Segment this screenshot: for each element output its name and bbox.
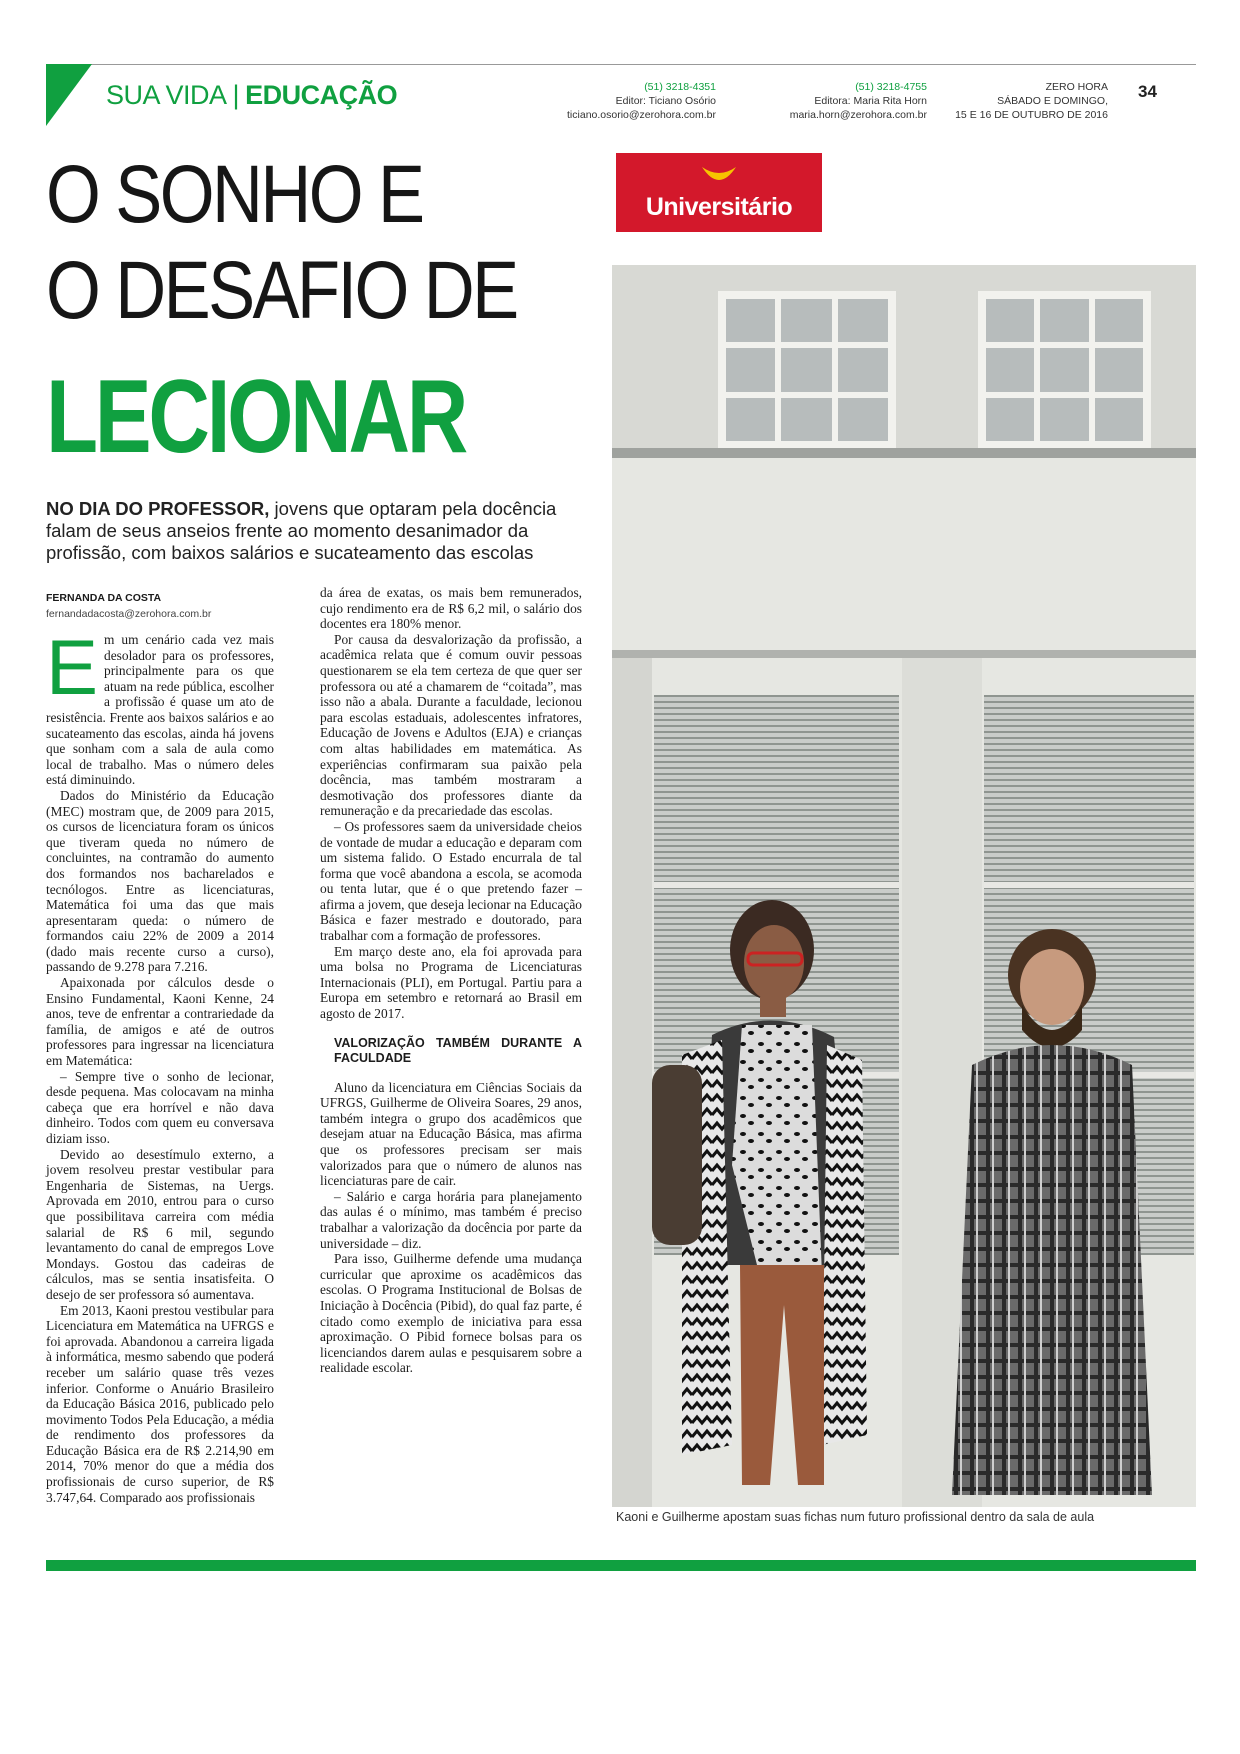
badge-label: Universitário: [645, 193, 793, 221]
paper-days: SÁBADO E DOMINGO,: [997, 95, 1108, 107]
deck-text: jovens que optaram pela docência falam de seus anseios frente ao momento desanimador da profissão, com baixos salários e sucateamento das escolas: [46, 498, 557, 563]
paragraph: Por causa da desvalorização da profissão, a acadêmica relata que é comum ouvir pessoas questionarem se ela tem certeza de que quer ser professora ou até a chamarem de “coitada”, mas isso não a abala. Durante a faculdade, lecionou para escolas estaduais, adolescentes infratores, Educação de Jovens e Adultos (EJA) e crianças com altas habilidades em matemática. As experiências confirmaram sua paixão pela docência, mas também mostraram a desmotivação dos professores diante da remuneração e da precariedade das escolas.: [320, 631, 582, 819]
paper-date: 15 E 16 DE OUTUBRO DE 2016: [955, 109, 1108, 121]
editor-credit-2: [790, 80, 927, 122]
editor1-email: ticiano.osorio@zerohora.com.br: [567, 109, 716, 121]
subsection-name: EDUCAÇÃO: [245, 80, 398, 110]
headline-line-1: O SONHO E: [46, 149, 423, 240]
paragraph: Para isso, Guilherme defende uma mudança curricular que aproxime os acadêmicos das escolas. O Programa Institucional de Bolsas de Iniciação à Docência (Pibid), do qual faz parte, é citado como exemplo de iniciativa para essa aproximação. O Pibid fornece bolsas para os licenciandos darem aulas e pesquisarem sobre a realidade escolar.: [320, 1251, 582, 1376]
editor2-email: maria.horn@zerohora.com.br: [789, 109, 927, 121]
section-name: SUA VIDA: [106, 80, 227, 110]
photo-caption: Kaoni e Guilherme apostam suas fichas num futuro profissional dentro da sala de aula: [616, 1510, 1095, 1524]
byline-email: fernandadacosta@zerohora.com.br: [46, 608, 212, 620]
editor2-phone: (51) 3218-4755: [855, 81, 927, 93]
paragraph: – Os professores saem da universidade cheios de vontade de mudar a educação e deparam com um sistema falido. O Estado encurrala de tal forma que você abandona a escola, se acomoda ou tenta lutar, que é o que pretendo fazer – afirma a jovem, que deseja lecionar na Educação Básica e fazer mestrado e doutorado, para trabalhar com a formação de professores.: [320, 818, 582, 944]
editor1-phone: (51) 3218-4351: [644, 81, 716, 93]
paragraph: Em 2013, Kaoni prestou vestibular para Licenciatura em Matemática na UFRGS e foi aprovada. Abandonou a carreira ligada à informática, mesmo sabendo que poderá receber um salário quase três vezes inferior. Conforme o Anuário Brasileiro da Educação Básica 2016, publicado pelo movimento Todos Pela Educação, a média de rendimento dos professores da Educação Básica era de R$ 2.214,90 em 2014, 70% menor do que a média dos profissionais de curso superior, de R$ 3.747,64. Comparado aos profissionais: [46, 1302, 274, 1505]
editor2-name: Editora: Maria Rita Horn: [814, 95, 927, 107]
section-label: [106, 80, 397, 111]
article-photo: [612, 265, 1196, 1507]
headline-line-3: LECIONAR: [46, 359, 466, 475]
section-separator: |: [232, 80, 240, 110]
upper-window-left: [722, 295, 892, 445]
editor1-name: Editor: Ticiano Osório: [615, 95, 716, 107]
article-column-1: [46, 623, 274, 1505]
upper-window-right: [982, 295, 1147, 445]
drop-cap: E: [46, 623, 99, 711]
deck: [46, 498, 606, 564]
footer-bar: [46, 1560, 1196, 1571]
page-number: 34: [1138, 82, 1157, 101]
header-rule: [46, 64, 1196, 65]
byline-author: FERNANDA DA COSTA: [46, 592, 162, 604]
article-column-2: [320, 585, 582, 1376]
section-corner-mark: [46, 64, 92, 126]
headline-line-2: O DESAFIO DE: [46, 245, 517, 336]
paragraph: Dados do Ministério da Educação (MEC) mostram que, de 2009 para 2015, os cursos de licenciatura foram os únicos que tiveram queda no número de concluintes, na contramão do aumento dos formandos nos bacharelados e tecnólogos. Entre as licenciaturas, Matemática foi uma das que mais apresentaram queda: o número de formandos caiu 22% de 2009 a 2014 (dado mais recente curso a curso), passando de 9.278 para 7.216.: [46, 787, 274, 975]
paragraph: Aluno da licenciatura em Ciências Sociais da UFRGS, Guilherme de Oliveira Soares, 29 anos, também integra o grupo dos acadêmicos que desejam atuar na Educação Básica, mas afirma que os professores precisam ser mais valorizados para que o número de alunos nas licenciaturas pare de cair.: [320, 1079, 582, 1189]
paragraph: – Sempre tive o sonho de lecionar, desde pequena. Mas colocavam na minha cabeça que era horrível e não dava dinheiro. Todos com quem eu conversava diziam isso.: [46, 1068, 274, 1146]
paragraph: Devido ao desestímulo externo, a jovem resolveu prestar vestibular para Engenharia de Sistemas, na Uergs. Aprovada em 2010, entrou para o curso que possibilitava carreira com média salarial de R$ 6 mil, segundo levantamento do canal de empregos Love Mondays. Gostou das cadeiras de cálculos, mas se sentia insatisfeita. O desejo de ser professora só aumentava.: [46, 1146, 274, 1302]
paragraph: Em março deste ano, ela foi aprovada para uma bolsa no Programa de Licenciaturas Internacionais (PLI), em Portugal. Partiu para a Europa em setembro e retornará ao Brasil em agosto de 2017.: [320, 943, 582, 1022]
universitario-badge: [616, 153, 822, 232]
deck-lead: NO DIA DO PROFESSOR,: [46, 498, 270, 519]
paragraph: da área de exatas, os mais bem remunerados, cujo rendimento era de R$ 6,2 mil, o salário dos docentes era 180% menor.: [320, 585, 582, 632]
paragraph: m um cenário cada vez mais desolador para os professores, principalmente para os que atuam na rede pública, escolher a profissão é quase um ato de resistência. Frente aos baixos salários e ao sucateamento das escolas, ainda há jovens que sonham com a sala de aula como local de trabalho. Mas o número deles está diminuindo.: [46, 632, 274, 788]
subhead: VALORIZAÇÃO TAMBÉM DURANTE A FACULDADE: [334, 1035, 582, 1065]
editor-credit-1: [567, 80, 716, 122]
paragraph: Apaixonada por cálculos desde o Ensino Fundamental, Kaoni Kenne, 24 anos, teve de enfrentar a contrariedade da família, de amigos e até de outros professores para ingressar na licenciatura em Matemática:: [46, 975, 274, 1069]
paper-dateline: [955, 80, 1108, 122]
paragraph: – Salário e carga horária para planejamento das aulas é o mínimo, mas também é preciso trabalhar a valorização da docência por parte da universidade – diz.: [320, 1188, 582, 1251]
paper-name: ZERO HORA: [1045, 81, 1108, 93]
